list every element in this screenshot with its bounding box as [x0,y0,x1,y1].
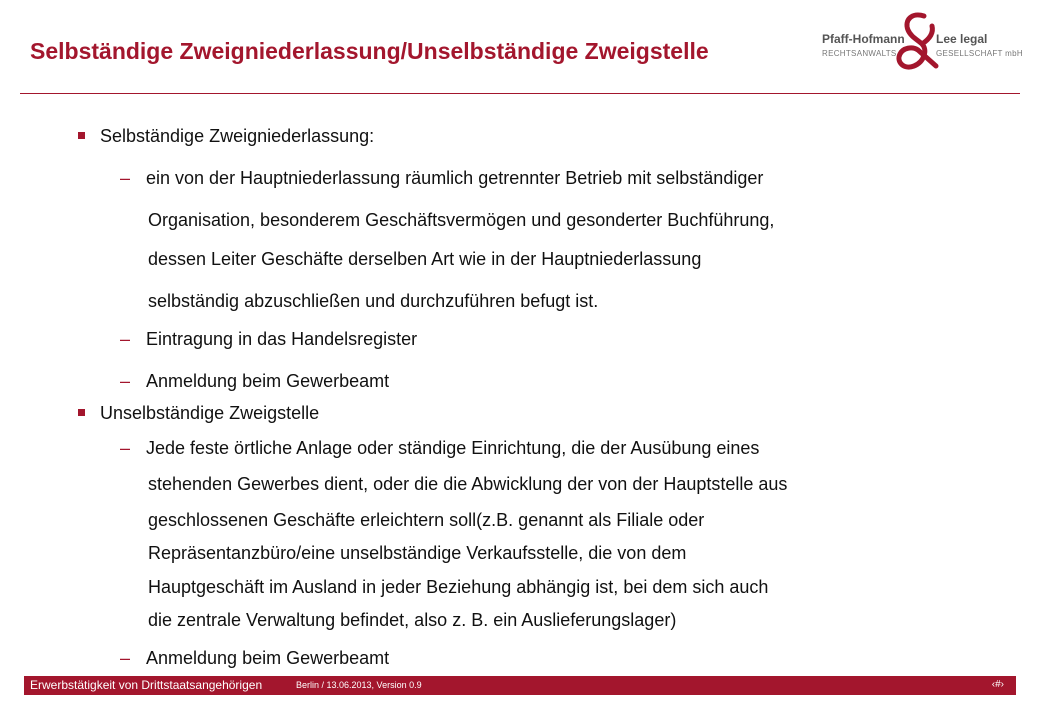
dash-icon: – [120,329,131,349]
dash-icon: – [120,168,131,188]
logo-name-right: Lee legal [936,32,988,46]
list-item-line: Repräsentanzbüro/eine unselbständige Verkaufsstelle, die von dem [148,543,687,563]
list-item-line: Jede feste örtliche Anlage oder ständige Einrichtung, die der Ausübung eines [146,438,760,458]
list-item-line: ein von der Hauptniederlassung räumlich getrennter Betrieb mit selbständiger [146,168,764,188]
logo-sub-left: RECHTSANWALTS [822,49,897,58]
list-item-line: Anmeldung beim Gewerbeamt [146,371,390,391]
list-item-line: dessen Leiter Geschäfte derselben Art wie in der Hauptniederlassung [148,249,702,269]
page-title: Selbständige Zweigniederlassung/Unselbständige Zweigstelle [30,38,709,64]
dash-icon: – [120,438,131,458]
list-item-line: Anmeldung beim Gewerbeamt [146,648,390,668]
logo-sub-right: GESELLSCHAFT mbH [936,49,1023,58]
section-bullet-icon [78,409,85,416]
title-divider [20,93,1020,94]
list-item-line: Eintragung in das Handelsregister [146,329,418,349]
dash-icon: – [120,371,131,391]
dash-icon: – [120,648,131,668]
section-heading: Unselbständige Zweigstelle [100,403,320,423]
list-item-line: die zentrale Verwaltung befindet, also z. B. ein Auslieferungslager) [148,610,677,630]
section-heading: Selbständige Zweigniederlassung: [100,126,375,146]
list-item-line: stehenden Gewerbes dient, oder die die Abwicklung der von der Hauptstelle aus [148,474,788,494]
footer-bar [24,676,1016,695]
page-number: ‹#› [991,679,1004,690]
footer-date-version: Berlin / 13.06.2013, Version 0.9 [296,680,422,690]
list-item-line: Organisation, besonderem Geschäftsvermögen und gesonderter Buchführung, [148,210,775,230]
list-item-line: Hauptgeschäft im Ausland in jeder Beziehung abhängig ist, bei dem sich auch [148,577,769,597]
list-item-line: selbständig abzuschließen und durchzuführen befugt ist. [148,291,599,311]
list-item-line: geschlossenen Geschäfte erleichtern soll(z.B. genannt als Filiale oder [148,510,705,530]
company-logo [818,10,1033,88]
logo-name-left: Pfaff-Hofmann [822,32,905,46]
footer-title: Erwerbstätigkeit von Drittstaatsangehörigen [30,678,263,692]
section-bullet-icon [78,132,85,139]
